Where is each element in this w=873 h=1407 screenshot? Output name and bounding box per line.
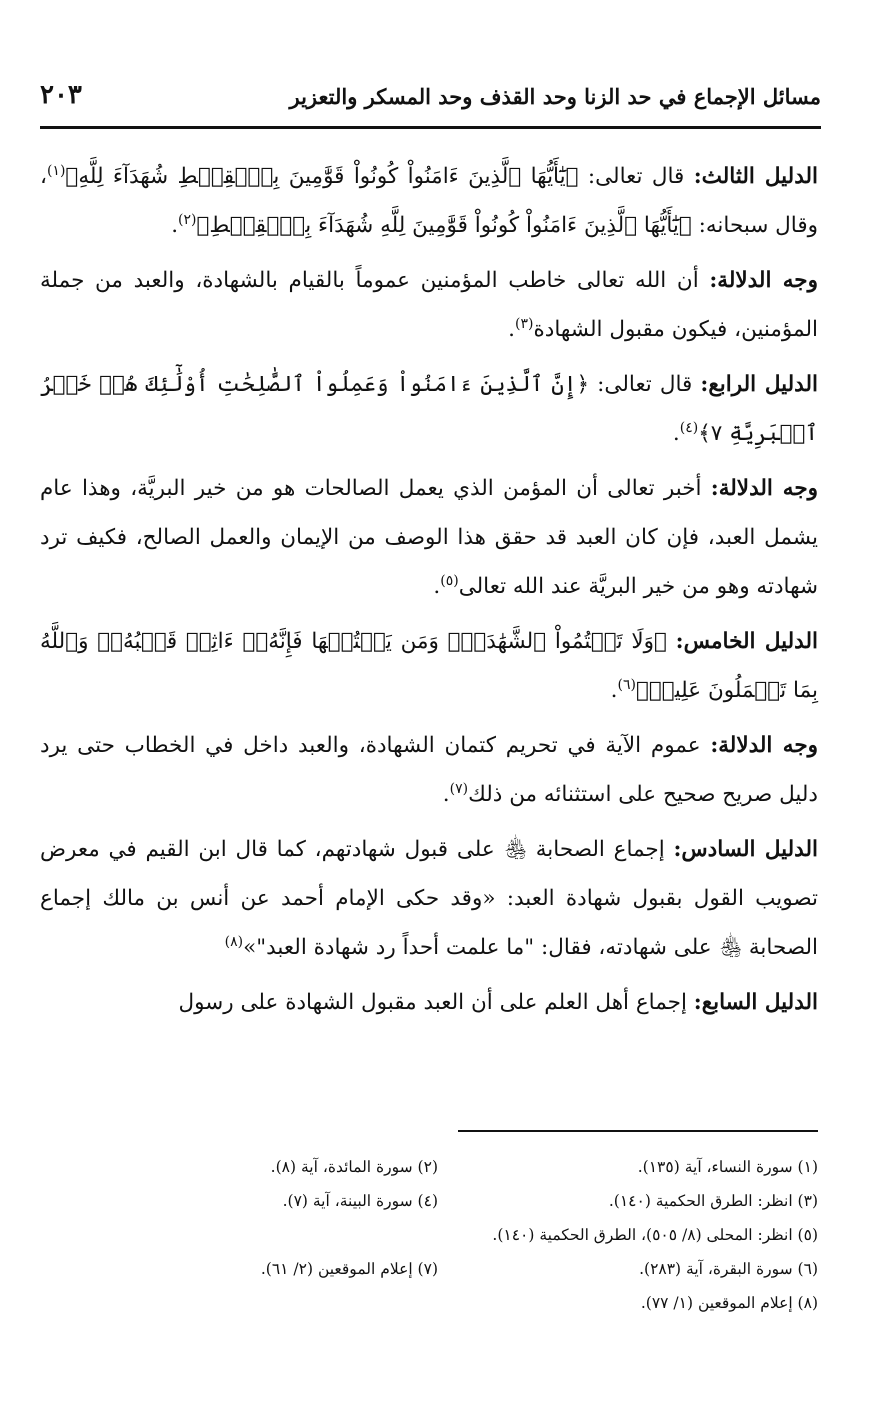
footnote: (٢) سورة المائدة، آية (٨). <box>270 1158 438 1176</box>
quran-verse: ﴿وَلَا تَكۡتُمُواْ ٱلشَّهَٰدَةَۚ وَمَن يَكۡتُمۡهَا فَإِنَّهُۥٓ ءَاثِمٞ قَلۡبُهُۥۗ وَٱللَّهُ بِمَا تَعۡمَلُونَ عَلِيمٞ﴾ <box>40 629 818 703</box>
text-segment: قال تعالى: <box>589 372 701 397</box>
footnote: (٧) إعلام الموقعين (٢/ ٦١). <box>260 1260 438 1278</box>
footnote-ref: (٢) <box>178 211 197 228</box>
footnote-ref: (٥) <box>440 572 459 589</box>
quran-verse: ﴿يَٰٓأَيُّهَا ٱلَّذِينَ ءَامَنُواْ كُونُواْ قَوَّٰمِينَ بِٱلۡقِسۡطِ شُهَدَآءَ لِلَّهِ﴾ <box>65 164 579 189</box>
footnote-row <box>40 1150 818 1184</box>
footnote-row <box>40 1286 818 1320</box>
footnote-ref: (٦) <box>617 676 636 693</box>
footnote: (٦) سورة البقرة، آية (٢٨٣). <box>639 1260 818 1278</box>
paragraph <box>40 617 818 715</box>
paragraph <box>40 978 818 1027</box>
footnote-row <box>40 1218 818 1252</box>
footnote-row <box>40 1252 818 1286</box>
text-segment: أخبر تعالى أن المؤمن الذي يعمل الصالحات هو من خير البريَّة، وهذا عام يشمل العبد، فإن كان العبد قد حقق هذا الوصف من الإيمان والعمل الصالح، فكيف ترد شهادته وهو من خير البريَّة عند الله تعالى <box>40 476 818 599</box>
page-header <box>40 78 821 129</box>
text-segment: . <box>508 317 516 342</box>
evidence-label: وجه الدلالة: <box>709 268 818 293</box>
footnote-ref: (٤) <box>679 419 699 436</box>
footnote: (١) سورة النساء، آية (١٣٥). <box>637 1158 818 1176</box>
text-segment: . <box>672 421 680 446</box>
evidence-label: الدليل الثالث: <box>693 164 819 189</box>
text-segment: . <box>171 213 179 238</box>
text-segment: . <box>433 574 441 599</box>
main-text <box>40 152 818 1033</box>
text-segment: . <box>442 782 450 807</box>
quran-verse: ﴿يَٰٓأَيُّهَا ٱلَّذِينَ ءَامَنُواْ كُونُواْ قَوَّٰمِينَ لِلَّهِ شُهَدَآءَ بِٱلۡقِسۡطِ﴾ <box>196 213 692 238</box>
paragraph <box>40 256 818 354</box>
evidence-label: وجه الدلالة: <box>710 733 818 758</box>
footnote-row <box>40 1184 818 1218</box>
footnote-ref: (١) <box>46 162 66 179</box>
quran-verse: ﴿إِنَّ ٱلَّذِينَ ءَامَنُواْ وَعَمِلُواْ ٱلصَّٰلِحَٰتِ أُوْلَٰٓئِكَ هُمۡ خَيۡرُ ٱلۡبَرِيَّةِ ٧﴾ <box>40 372 818 446</box>
footnote-ref: (٣) <box>515 315 534 332</box>
text-segment: إجماع أهل العلم على أن العبد مقبول الشهادة على رسول <box>178 990 694 1015</box>
footnote-divider <box>458 1130 818 1132</box>
text-segment: قال تعالى: <box>578 164 694 189</box>
evidence-label: الدليل السادس: <box>673 837 818 862</box>
footnote: (٥) انظر: المحلى (٨/ ٥٠٥)، الطرق الحكمية (١٤٠). <box>492 1226 818 1244</box>
footnote: (٤) سورة البينة، آية (٧). <box>282 1192 438 1210</box>
text-segment: إجماع الصحابة ﵃ على قبول شهادتهم، كما قال ابن القيم في معرض تصويب القول بقبول شهادة العبد: «وقد حكى الإمام أحمد عن أنس بن مالك إجماع الصحابة ﵃ على شهادته، فقال: "ما علمت أحداً رد شهادة العبد"» <box>40 837 818 960</box>
paragraph <box>40 721 818 819</box>
paragraph <box>40 825 818 972</box>
paragraph <box>40 360 818 458</box>
footnote-ref: (٧) <box>449 780 469 797</box>
footnote-ref: (٨) <box>224 933 244 950</box>
page-number: ٢٠٣ <box>40 80 82 110</box>
paragraph <box>40 152 818 250</box>
footnote: (٨) إعلام الموقعين (١/ ٧٧). <box>640 1294 818 1312</box>
text-segment: أن الله تعالى خاطب المؤمنين عموماً بالقيام بالشهادة، والعبد من جملة المؤمنين، فيكون مقبول الشهادة <box>40 268 818 342</box>
evidence-label: وجه الدلالة: <box>710 476 819 501</box>
running-title: مسائل الإجماع في حد الزنا وحد القذف وحد المسكر والتعزير <box>289 84 821 109</box>
evidence-label: الدليل السابع: <box>693 990 818 1015</box>
footnote: (٣) انظر: الطرق الحكمية (١٤٠). <box>608 1192 818 1210</box>
evidence-label: الدليل الخامس: <box>675 629 818 654</box>
text-segment <box>667 629 676 654</box>
paragraph <box>40 464 818 611</box>
text-segment: ، وقال سبحانه: <box>40 164 818 238</box>
text-segment: عموم الآية في تحريم كتمان الشهادة، والعبد داخل في الخطاب حتى يرد دليل صريح صحيح على استثنائه من ذلك <box>40 733 818 807</box>
footnotes <box>40 1150 818 1320</box>
text-segment: . <box>610 678 618 703</box>
evidence-label: الدليل الرابع: <box>700 372 818 397</box>
